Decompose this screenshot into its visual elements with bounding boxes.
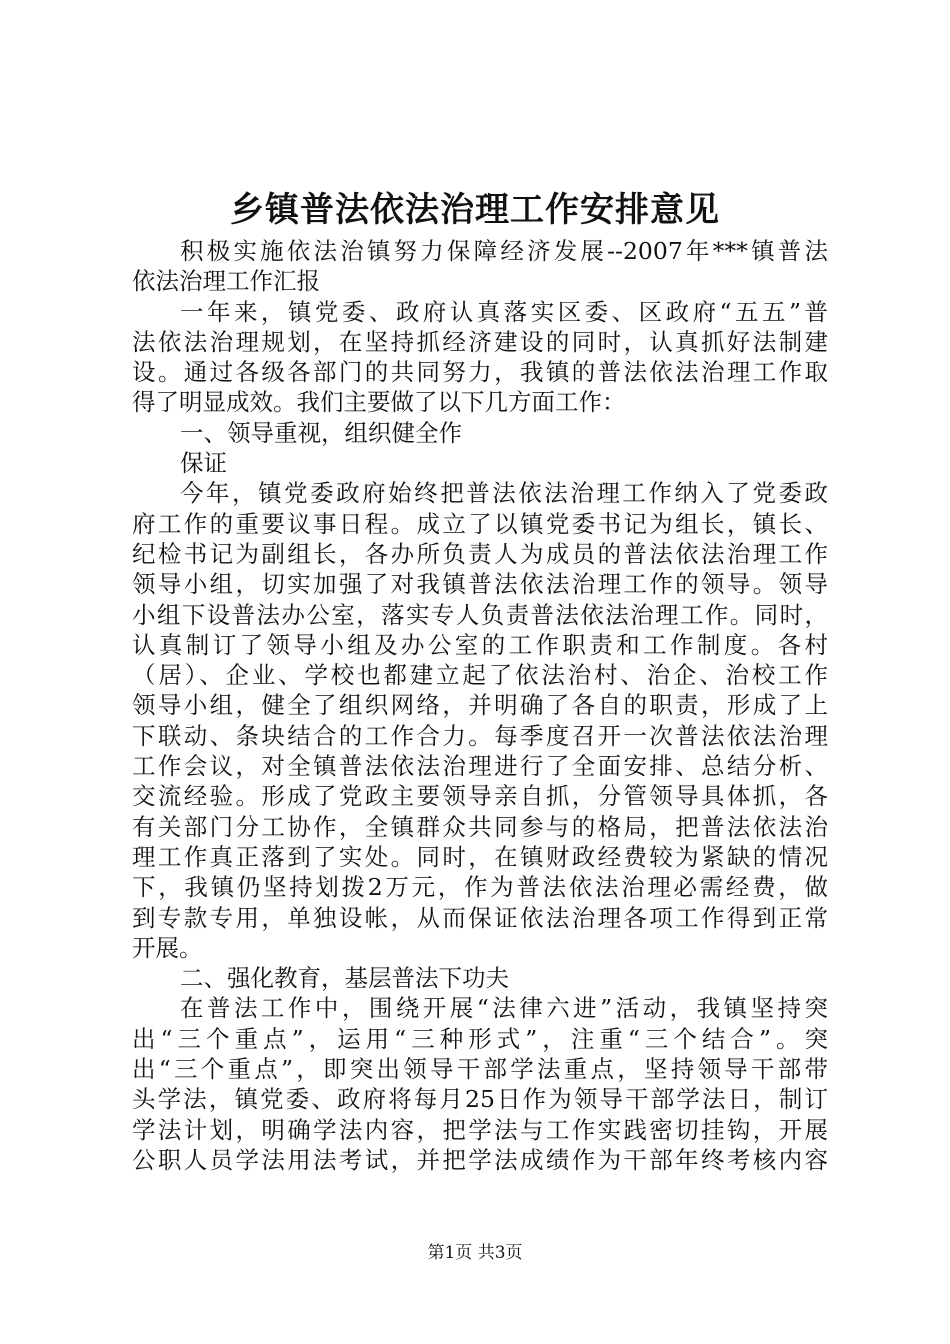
text-line: 领导小组，切实加强了对我镇普法依法治理工作的领导。领导	[132, 570, 828, 599]
text-line: 有关部门分工协作，全镇群众共同参与的格局，把普法依法治	[132, 812, 828, 841]
text-line: 下，我镇仍坚持划拨2万元，作为普法依法治理必需经费，做	[132, 873, 828, 902]
text-line: 出“三个重点”，即突出领导干部学法重点，坚持领导干部带	[132, 1055, 828, 1084]
text-line: 得了明显成效。我们主要做了以下几方面工作：	[132, 388, 626, 417]
text-line: 小组下设普法办公室，落实专人负责普法依法治理工作。同时，	[132, 600, 828, 629]
text-line: 出“三个重点”，运用“三种形式”，注重“三个结合”。突	[132, 1024, 828, 1053]
text-line: 领导小组，健全了组织网络，并明确了各自的职责，形成了上	[132, 691, 828, 720]
text-line: 公职人员学法用法考试，并把学法成绩作为干部年终考核内容	[132, 1145, 828, 1174]
page-footer: 第1页 共3页	[427, 1243, 523, 1263]
text-line: 府工作的重要议事日程。成立了以镇党委书记为组长，镇长、	[132, 509, 828, 538]
text-line: 积极实施依法治镇努力保障经济发展--2007年***镇普法	[180, 237, 828, 265]
text-line: 认真制订了领导小组及办公室的工作职责和工作制度。各村	[132, 630, 828, 659]
text-line: 一、领导重视，组织健全作	[180, 418, 462, 447]
document-title: 乡镇普法依法治理工作安排意见	[230, 190, 720, 230]
text-line: 工作会议，对全镇普法依法治理进行了全面安排、总结分析、	[132, 752, 828, 781]
text-line: 开展。	[132, 933, 203, 962]
text-line: 二、强化教育，基层普法下功夫	[180, 964, 509, 993]
text-line: 到专款专用，单独设帐，从而保证依法治理各项工作得到正常	[132, 903, 828, 932]
text-line: 在普法工作中，围绕开展“法律六进”活动，我镇坚持突	[180, 994, 828, 1023]
text-line: 今年，镇党委政府始终把普法依法治理工作纳入了党委政	[180, 479, 828, 508]
document-body	[132, 236, 828, 1175]
text-line: 一年来，镇党委、政府认真落实区委、区政府“五五”普	[180, 297, 828, 326]
text-line: 理工作真正落到了实处。同时，在镇财政经费较为紧缺的情况	[132, 842, 828, 871]
text-line: 保证	[180, 449, 227, 478]
text-line: 学法计划，明确学法内容，把学法与工作实践密切挂钩，开展	[132, 1115, 828, 1144]
text-line: 纪检书记为副组长，各办所负责人为成员的普法依法治理工作	[132, 539, 828, 568]
text-line: （居）、企业、学校也都建立起了依法治村、治企、治校工作	[132, 661, 828, 690]
text-line: 依法治理工作汇报	[132, 267, 320, 296]
text-line: 法依法治理规划，在坚持抓经济建设的同时，认真抓好法制建	[132, 327, 828, 356]
text-line: 下联动、条块结合的工作合力。每季度召开一次普法依法治理	[132, 721, 828, 750]
text-line: 设。通过各级各部门的共同努力，我镇的普法依法治理工作取	[132, 358, 828, 387]
text-line: 头学法，镇党委、政府将每月25日作为领导干部学法日，制订	[132, 1085, 828, 1114]
text-line: 交流经验。形成了党政主要领导亲自抓，分管领导具体抓，各	[132, 782, 828, 811]
